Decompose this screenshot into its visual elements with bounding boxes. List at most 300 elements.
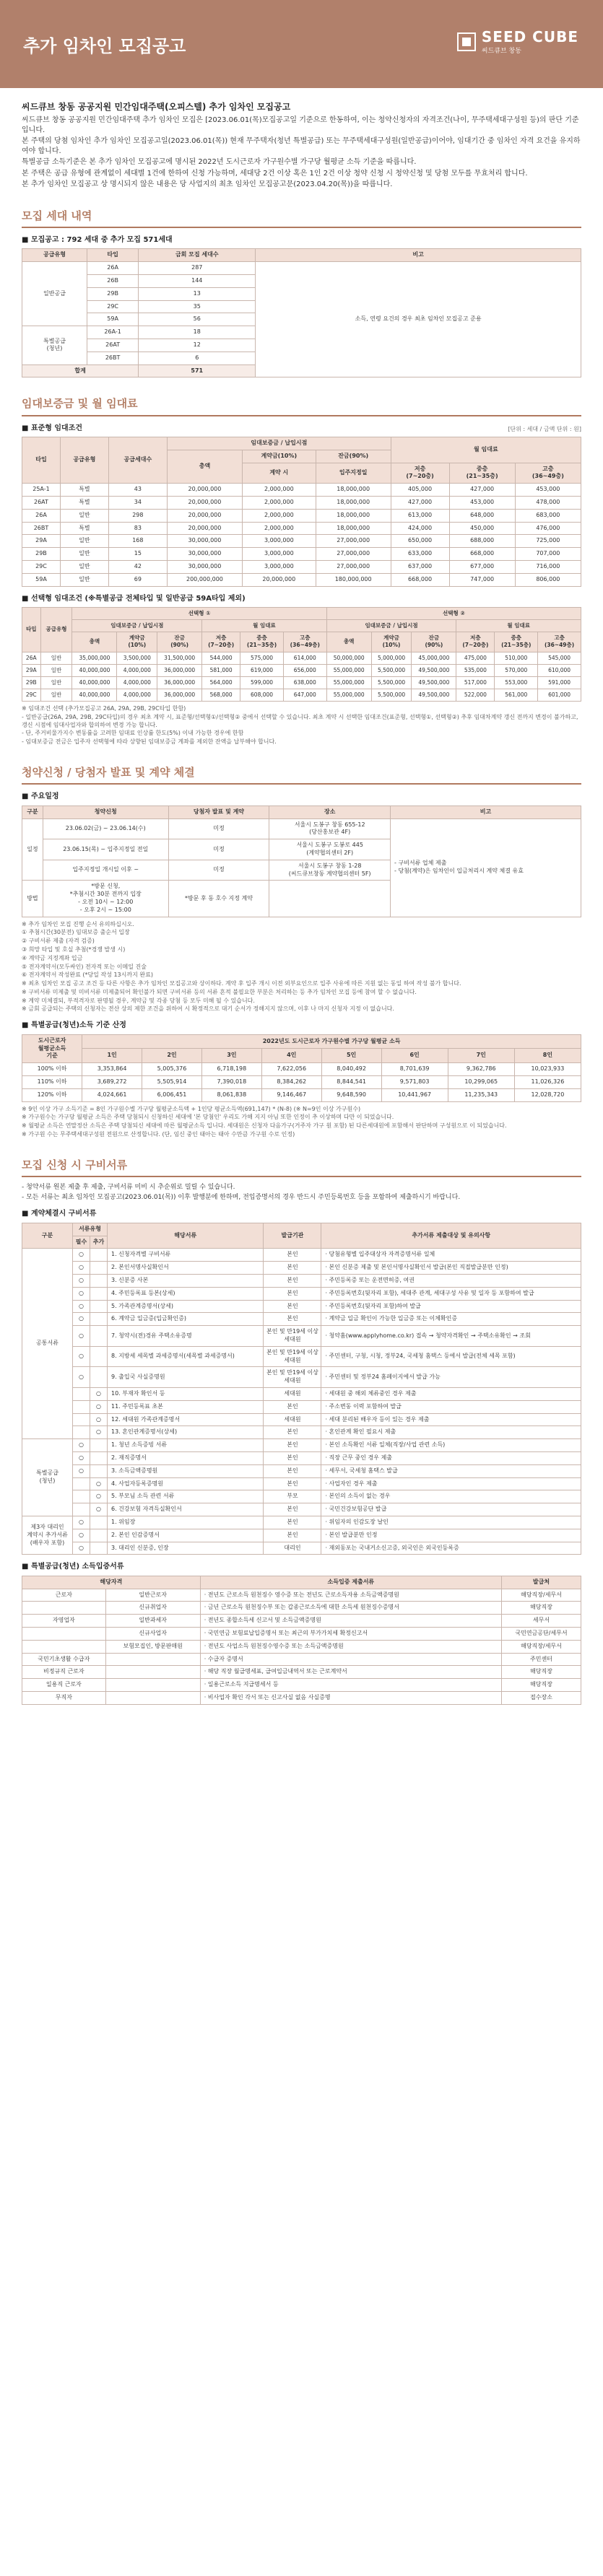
td: 42 bbox=[108, 560, 167, 573]
td: 26BT bbox=[22, 522, 61, 535]
td: 614,000 bbox=[283, 652, 326, 664]
td: 13 bbox=[139, 287, 256, 300]
subhead: ■ 모집공고 : 792 세대 중 추가 모집 571세대 bbox=[22, 235, 581, 245]
td: ○ bbox=[90, 1477, 108, 1490]
income-notes bbox=[22, 1106, 581, 1139]
td: 특별 bbox=[60, 496, 108, 509]
section-recruit bbox=[22, 209, 581, 378]
section-title: 모집 신청 시 구비서류 bbox=[22, 1158, 581, 1177]
td: · 본인 발급분만 인정 bbox=[321, 1529, 581, 1542]
table-row bbox=[22, 1503, 581, 1516]
td: 522,000 bbox=[456, 689, 495, 701]
td: · 사업자인 경우 제출 bbox=[321, 1477, 581, 1490]
note-line: ④ 계약금 지정계좌 입금 bbox=[22, 954, 83, 961]
th: 청약신청 bbox=[43, 805, 168, 818]
th: 계약금 (10%) bbox=[117, 632, 157, 652]
th: 금회 모집 세대수 bbox=[139, 249, 256, 262]
td: · 전년도 종합소득세 신고서 및 소득금액증명원 bbox=[200, 1615, 501, 1628]
table-row bbox=[22, 1313, 581, 1326]
td: 725,000 bbox=[515, 535, 581, 548]
td: 본인 bbox=[264, 1300, 321, 1313]
td: 200,000,000 bbox=[167, 573, 242, 586]
note-line: ① 추첨시간(30분전) 임대보증 출순서 입장 bbox=[22, 929, 130, 936]
td: 본인 bbox=[264, 1274, 321, 1287]
subhead: ■ 표준형 임대조건 bbox=[22, 424, 581, 434]
td: 방법 bbox=[22, 881, 43, 917]
td: 5,005,376 bbox=[142, 1063, 202, 1076]
td: 부모 bbox=[264, 1490, 321, 1503]
td: 49,500,000 bbox=[412, 664, 456, 676]
td: 638,000 bbox=[283, 676, 326, 689]
table-row bbox=[22, 1326, 581, 1347]
td bbox=[73, 1387, 90, 1400]
th: 비고 bbox=[391, 805, 581, 818]
intro-lines bbox=[22, 115, 581, 190]
td bbox=[90, 1464, 108, 1477]
table-row bbox=[22, 1274, 581, 1287]
td: 23.06.15(목) ~ 입주지정일 전일 bbox=[43, 839, 168, 860]
subhead: ■ 특별공급(청년) 소득입증서류 bbox=[22, 1562, 581, 1572]
td: 49,500,000 bbox=[412, 689, 456, 701]
td: 29C bbox=[22, 689, 41, 701]
td: 공통서류 bbox=[22, 1249, 73, 1439]
td: 5. 가족관계증명서(상세) bbox=[108, 1300, 264, 1313]
th: 고층 (36~49층) bbox=[538, 632, 581, 652]
td: · 위임자의 인감도장 날인 bbox=[321, 1516, 581, 1529]
td: 서울시 도봉구 창동 655-12 (당산홍보관 4F) bbox=[269, 818, 391, 839]
td: 450,000 bbox=[449, 522, 515, 535]
td bbox=[90, 1300, 108, 1313]
note-line: ※ 가구원수는 가구당 월평균 소득은 주택 당첨되시 신청하신 세대에 '본 당첨인' 우리도 가해 지지 아님 또한 인정이 추 이상하며 다만 이 되었습니다. bbox=[22, 1114, 394, 1121]
table-row bbox=[22, 1387, 581, 1400]
td: 26A bbox=[22, 509, 61, 522]
td: 15 bbox=[108, 548, 167, 561]
th: 총액 bbox=[326, 632, 371, 652]
td: 일반 bbox=[60, 560, 108, 573]
td: 3,689,272 bbox=[82, 1075, 142, 1088]
td: 일반 bbox=[40, 689, 72, 701]
table-row bbox=[22, 509, 581, 522]
td: 581,000 bbox=[202, 664, 240, 676]
td: 517,000 bbox=[456, 676, 495, 689]
td: 2. 본인 인감증명서 bbox=[108, 1529, 264, 1542]
td: 36,000,000 bbox=[157, 676, 202, 689]
td bbox=[105, 1679, 200, 1692]
td bbox=[73, 1490, 90, 1503]
td: 본인 및 만19세 이상 세대원 bbox=[264, 1367, 321, 1388]
td: 4. 사업자등록증명원 bbox=[108, 1477, 264, 1490]
table-row bbox=[22, 1346, 581, 1367]
th: 타입 bbox=[87, 249, 138, 262]
td: 43 bbox=[108, 484, 167, 497]
table-row bbox=[22, 1615, 581, 1628]
standard-rent-table bbox=[22, 437, 581, 587]
table-row bbox=[22, 1063, 581, 1076]
table-row bbox=[22, 1490, 581, 1503]
td: 세대원 bbox=[264, 1387, 321, 1400]
th: 4인 bbox=[261, 1049, 321, 1063]
section-title: 청약신청 / 당첨자 발표 및 계약 체결 bbox=[22, 765, 581, 785]
subhead: ■ 선택형 임대조건 (※특별공급 전체타입 및 일반공급 59A타입 제외) bbox=[22, 594, 581, 604]
td: 주민센터 bbox=[502, 1653, 581, 1666]
th: 5인 bbox=[321, 1049, 381, 1063]
td bbox=[90, 1439, 108, 1452]
td: 30,000,000 bbox=[167, 535, 242, 548]
note-line: ※ 9인 이상 가구 소득기준 = 8인 가구원수별 가구당 월평균소득액 + 1인당 평균소득액(691,147) * (N-8) (※ N=9인 이상 가구원수) bbox=[22, 1105, 361, 1112]
td: 9. 출입국 사실증명원 bbox=[108, 1367, 264, 1388]
td: 국민연금공단/세무서 bbox=[502, 1627, 581, 1640]
td: 8,040,492 bbox=[321, 1063, 381, 1076]
th: 고층 (36~49층) bbox=[283, 632, 326, 652]
td: · 수급자 증명서 bbox=[200, 1653, 501, 1666]
table-row bbox=[22, 1691, 581, 1704]
td: - 구비서류 업체 제출 - 당첨(계약)은 임차인이 입금처리시 계약 체결 유효 bbox=[391, 818, 581, 917]
income-docs-table bbox=[22, 1576, 581, 1705]
subhead: ■ 특별공급(청년)소득 기준 산정 bbox=[22, 1021, 581, 1031]
td: 2. 본인서명사실확인서 bbox=[108, 1262, 264, 1275]
td: ○ bbox=[73, 1249, 90, 1262]
td: · 국민건강보험공단 발급 bbox=[321, 1503, 581, 1516]
intro-line: 본 주택의 당첨 임차인 추가 임차인 모집공고일(2023.06.01(목)) 현재 무주택자(청년 특별공급) 또는 무주택세대구성원(일반공급)이어야, 임대기간 중 임차인 자격 요건을 유지하여야 합니다. bbox=[22, 137, 581, 155]
td bbox=[90, 1346, 108, 1367]
td: 일용직 근로자 bbox=[22, 1679, 106, 1692]
td: 36,000,000 bbox=[157, 664, 202, 676]
td: 일정 bbox=[22, 818, 43, 881]
td: 59A bbox=[87, 313, 138, 326]
td: 40,000,000 bbox=[72, 689, 117, 701]
td: 5,500,000 bbox=[371, 689, 412, 701]
td: 5,000,000 bbox=[371, 652, 412, 664]
table-row bbox=[22, 1413, 581, 1426]
td: ○ bbox=[73, 1313, 90, 1326]
td: 일반 bbox=[60, 535, 108, 548]
td: 707,000 bbox=[515, 548, 581, 561]
th: 소득입증 제출서류 bbox=[200, 1576, 501, 1589]
td: 2. 재직증명서 bbox=[108, 1451, 264, 1464]
table-row bbox=[22, 676, 581, 689]
th: 필수 bbox=[73, 1236, 90, 1249]
td bbox=[73, 1477, 90, 1490]
td: 일반 bbox=[60, 573, 108, 586]
td: · 주민센터 및 정부24 홈페이지에서 발급 가능 bbox=[321, 1367, 581, 1388]
intro-line: 본 추가 임차인 모집공고 상 명시되지 않은 내용은 당 사업지의 최초 임차인 모집공고문(2023.04.20(목))을 따릅니다. bbox=[22, 180, 393, 189]
td: 근로자 bbox=[22, 1589, 106, 1602]
td: 본인 bbox=[264, 1439, 321, 1452]
td: 서울시 도봉구 창동 1-28 (씨드큐브창동 계약협의센터 5F) bbox=[269, 860, 391, 881]
td: 35,000,000 bbox=[72, 652, 117, 664]
td: 453,000 bbox=[449, 496, 515, 509]
table-row bbox=[22, 1262, 581, 1275]
th: 잔금 (90%) bbox=[412, 632, 456, 652]
td: 4,000,000 bbox=[117, 664, 157, 676]
th: 타입 bbox=[22, 608, 41, 652]
table-row bbox=[22, 496, 581, 509]
td: 10,441,967 bbox=[381, 1088, 448, 1101]
note-line: ※ 금회 공급되는 주택의 신청자는 전산 상의 제한 조건을 위하여 시 확정적으로 대기 순서가 정해지지 않으며, 이후 나 마지 신청자 지정 이 없습니다. bbox=[22, 1005, 394, 1013]
td: 4. 주민등록표 등본(상세) bbox=[108, 1287, 264, 1300]
td: 55,000,000 bbox=[326, 689, 371, 701]
td: 7. 청약시(전)경유 주택소유증명 bbox=[108, 1326, 264, 1347]
td: ○ bbox=[73, 1262, 90, 1275]
td: 553,000 bbox=[495, 676, 538, 689]
section-title: 모집 세대 내역 bbox=[22, 209, 581, 228]
td: 69 bbox=[108, 573, 167, 586]
td: 18,000,000 bbox=[316, 522, 391, 535]
table-row bbox=[22, 548, 581, 561]
td: ○ bbox=[73, 1464, 90, 1477]
td: ○ bbox=[73, 1274, 90, 1287]
th: 공급세대수 bbox=[108, 437, 167, 483]
td: 일반 bbox=[60, 509, 108, 522]
td: 본인 bbox=[264, 1477, 321, 1490]
table-row bbox=[22, 1367, 581, 1388]
th: 선택형 ② bbox=[326, 608, 581, 620]
td: 세무서 bbox=[502, 1615, 581, 1628]
schedule-notes bbox=[22, 921, 581, 1014]
td: 26AT bbox=[87, 339, 138, 352]
section-documents bbox=[22, 1158, 581, 1705]
th: 3인 bbox=[201, 1049, 261, 1063]
td: ○ bbox=[73, 1542, 90, 1555]
td: 23.06.02(금) ~ 23.06.14(수) bbox=[43, 818, 168, 839]
th: 구분 bbox=[22, 1223, 73, 1249]
td: ○ bbox=[73, 1326, 90, 1347]
td: 본인 bbox=[264, 1516, 321, 1529]
th: 타입 bbox=[22, 437, 61, 483]
th: 임대보증금 / 납입시점 bbox=[167, 437, 391, 450]
td bbox=[105, 1653, 200, 1666]
td: 12. 세대원 가족관계증명서 bbox=[108, 1413, 264, 1426]
td: 3,000,000 bbox=[242, 548, 316, 561]
td bbox=[73, 1426, 90, 1439]
td: 특별 bbox=[60, 522, 108, 535]
td: 610,000 bbox=[538, 664, 581, 676]
td: 29B bbox=[87, 287, 138, 300]
bullet-line: - 모든 서류는 최초 임차인 모집공고(2023.06.01(목)) 이후 발행분에 한하며, 전입증명서의 경우 반드시 주민등록번호 등을 포함하여 제출하시기 바랍니다. bbox=[22, 1194, 461, 1202]
note-line: ※ 임대조건 선택 (추가모집공고 26A, 29A, 29B, 29C타입 한함) bbox=[22, 705, 186, 712]
td: 6 bbox=[139, 352, 256, 364]
td: 688,000 bbox=[449, 535, 515, 548]
td: 677,000 bbox=[449, 560, 515, 573]
td: 30,000,000 bbox=[167, 548, 242, 561]
intro-title: 씨드큐브 창동 공공지원 민간임대주택(오피스텔) 추가 임차인 모집공고 bbox=[22, 102, 291, 112]
td bbox=[90, 1326, 108, 1347]
td: 5. 부모님 소득 관련 서류 bbox=[108, 1490, 264, 1503]
td: 453,000 bbox=[515, 484, 581, 497]
td: 9,146,467 bbox=[261, 1088, 321, 1101]
td: · 전년도 사업소득 원천징수영수증 또는 소득금액증명원 bbox=[200, 1640, 501, 1653]
th: 저층 (7~20층) bbox=[456, 632, 495, 652]
note-line: ※ 월평균 소득은 연말정산 소득은 주택 당첨되신 세대에 따른 월평균소득 입니다. 세대원은 신청자 다음가구(거주자 가구 원 포함) 된 다른세대원에 포함해서 판단하며 구성원으로 이 되었습니다. bbox=[22, 1122, 507, 1130]
td: 56 bbox=[139, 313, 256, 326]
section-schedule bbox=[22, 765, 581, 1139]
intro bbox=[22, 101, 581, 190]
td: 476,000 bbox=[515, 522, 581, 535]
th: 해당서류 bbox=[108, 1223, 264, 1249]
note-line: ※ 추가 임차인 모집 진행 순서 유의하십시오. bbox=[22, 920, 134, 927]
td: 34 bbox=[108, 496, 167, 509]
td bbox=[105, 1666, 200, 1679]
th: 발급처 bbox=[502, 1576, 581, 1589]
subhead: ■ 주요일정 bbox=[22, 792, 581, 802]
section-rent bbox=[22, 396, 581, 746]
table-row bbox=[22, 1516, 581, 1529]
table-row bbox=[22, 1451, 581, 1464]
td: 10,023,933 bbox=[514, 1063, 581, 1076]
option-rent-table bbox=[22, 607, 581, 702]
td: 599,000 bbox=[240, 676, 284, 689]
td bbox=[90, 1274, 108, 1287]
td: 26A-1 bbox=[87, 326, 138, 339]
th: 총액 bbox=[72, 632, 117, 652]
td bbox=[90, 1451, 108, 1464]
td: 683,000 bbox=[515, 509, 581, 522]
cube-logo-icon bbox=[457, 32, 476, 51]
td: 본인 bbox=[264, 1287, 321, 1300]
td: 2,000,000 bbox=[242, 484, 316, 497]
td: 110% 이하 bbox=[22, 1075, 82, 1088]
td: 49,500,000 bbox=[412, 676, 456, 689]
td: 보험모집인, 방문판매원 bbox=[105, 1640, 200, 1653]
td: 29C bbox=[87, 300, 138, 313]
td: 5,505,914 bbox=[142, 1075, 202, 1088]
td: 478,000 bbox=[515, 496, 581, 509]
table-row bbox=[22, 262, 581, 275]
note-line: - 일반공급(26A, 29A, 29B, 29C타입)의 경우 최초 계약 시, 표준형/선택형①/선택형② 중에서 선택할 수 있습니다. 최초 계약 시 선택한 임대조건(표준형, 선택형①, 선택형②) 추후 임대차계약 갱신 전까지 변경이 불가하고, 갱신 시점에 임대사업자와 합의하여 변경 가능 합니다. bbox=[22, 713, 578, 728]
td: · 재외동포는 국내거소신고증, 외국인은 외국인등록증 bbox=[321, 1542, 581, 1555]
td: 26BT bbox=[87, 352, 138, 364]
td: 9,648,590 bbox=[321, 1088, 381, 1101]
th: 중층 (21~35층) bbox=[240, 632, 284, 652]
td: 656,000 bbox=[283, 664, 326, 676]
td: 13. 혼인관계증명서(상세) bbox=[108, 1426, 264, 1439]
note-line: ※ 구비서류 미제출 및 미비서류 미제출되어 확인불가 되면 구비서류 등의 서류 흔적 불필요한 부분은 처리하는 등 추가 임차인 모집 등에 참여 할 수 없습니다. bbox=[22, 988, 417, 995]
td: 26A bbox=[22, 652, 41, 664]
table-row bbox=[22, 652, 581, 664]
td: 568,000 bbox=[202, 689, 240, 701]
td: 83 bbox=[108, 522, 167, 535]
td: 18 bbox=[139, 326, 256, 339]
td: 27,000,000 bbox=[316, 535, 391, 548]
th: 고층 (36~49층) bbox=[515, 463, 581, 484]
td: 일반공급 bbox=[22, 262, 87, 326]
td: 9,362,786 bbox=[448, 1063, 514, 1076]
table-row bbox=[22, 484, 581, 497]
td: · 혼인관계 확인 필요시 제출 bbox=[321, 1426, 581, 1439]
td bbox=[73, 1503, 90, 1516]
subhead: ■ 계약체결시 구비서류 bbox=[22, 1209, 581, 1219]
td: 본인 및 만19세 이상 세대원 bbox=[264, 1326, 321, 1347]
td: 59A bbox=[22, 573, 61, 586]
td: 서울시 도봉구 도봉로 445 (계약협의센터 2F) bbox=[269, 839, 391, 860]
note-line: ⑥ 전자계약서 작성완료 (*당일 작성 13시까지 완료) bbox=[22, 972, 153, 979]
td: 619,000 bbox=[240, 664, 284, 676]
td: 545,000 bbox=[538, 652, 581, 664]
th: 계약 시 bbox=[242, 463, 316, 484]
td: 424,000 bbox=[391, 522, 449, 535]
td: 12,028,720 bbox=[514, 1088, 581, 1101]
td: 6,006,451 bbox=[142, 1088, 202, 1101]
td: · 본인 소득확인 서류 일체(직장/사업 관련 소득) bbox=[321, 1439, 581, 1452]
th: 선택형 ① bbox=[72, 608, 326, 620]
note-line: ② 구비서류 제출 (자격 검증) bbox=[22, 938, 95, 945]
td: · 해당 직장 월급명세표, 급여입금내역서 또는 근로계약서 bbox=[200, 1666, 501, 1679]
td bbox=[90, 1313, 108, 1326]
td: 287 bbox=[139, 262, 256, 275]
td bbox=[105, 1691, 200, 1704]
td: · 전년도 근로소득 원천징수 영수증 또는 전년도 근로소득자용 소득금액증명원 bbox=[200, 1589, 501, 1602]
td: 29B bbox=[22, 676, 41, 689]
td: 미정 bbox=[168, 839, 269, 860]
td: 8,701,639 bbox=[381, 1063, 448, 1076]
td: 608,000 bbox=[240, 689, 284, 701]
td: 7,622,056 bbox=[261, 1063, 321, 1076]
td: 4,000,000 bbox=[117, 689, 157, 701]
intro-line: 씨드큐브 창동 공공지원 민간임대주택 추가 임차인 모집은 [2023.06.01(목)모집공고일 기준으로 한동하여, 이는 청약신청자의 자격조건(나이, 무주택세대구성원 등)의 판단 기준입니다. bbox=[22, 116, 579, 134]
td: ○ bbox=[73, 1287, 90, 1300]
td: 본인 bbox=[264, 1400, 321, 1413]
td: 180,000,000 bbox=[316, 573, 391, 586]
td: 일반 bbox=[40, 664, 72, 676]
td: 18,000,000 bbox=[316, 496, 391, 509]
td: 20,000,000 bbox=[167, 509, 242, 522]
td: 544,000 bbox=[202, 652, 240, 664]
td: 35 bbox=[139, 300, 256, 313]
td: · 비사업자 확인 각서 또는 신고사실 없음 사실증명 bbox=[200, 1691, 501, 1704]
td bbox=[90, 1529, 108, 1542]
td: 20,000,000 bbox=[242, 573, 316, 586]
td: 국민기초생활 수급자 bbox=[22, 1653, 106, 1666]
note-line: - 단, 주거비물가지수 변동률을 고려한 임대료 인상률 한도(5%) 이내 가능한 경우에 한함 bbox=[22, 730, 244, 737]
td: 427,000 bbox=[391, 496, 449, 509]
td: 510,000 bbox=[495, 652, 538, 664]
td: 2,000,000 bbox=[242, 496, 316, 509]
td bbox=[90, 1542, 108, 1555]
td: 591,000 bbox=[538, 676, 581, 689]
th: 8인 bbox=[514, 1049, 581, 1063]
logo-sub-text: 씨드큐브 창동 bbox=[481, 48, 521, 55]
table-row bbox=[22, 1602, 581, 1615]
td: · 주민등록번호(뒷자리 포함), 세대주 관계, 세대구성 사유 및 일자 등 포함하여 발급 bbox=[321, 1287, 581, 1300]
td: 571 bbox=[139, 364, 256, 377]
th: 발급기관 bbox=[264, 1223, 321, 1249]
td: 613,000 bbox=[391, 509, 449, 522]
logo-main-text: SEED CUBE bbox=[481, 28, 578, 45]
td: · 본인의 소득이 없는 경우 bbox=[321, 1490, 581, 1503]
th: 공급유형 bbox=[40, 608, 72, 652]
td: 본인 bbox=[264, 1262, 321, 1275]
note-line: ※ 가구원 수는 무주택세대구성원 전원으로 산정합니다. (단, 임신 중인 태아는 태아 수만큼 가구원 수로 인정) bbox=[22, 1130, 295, 1138]
td: ○ bbox=[90, 1387, 108, 1400]
td: 3,353,864 bbox=[82, 1063, 142, 1076]
intro-line: 특별공급 소득기준은 본 추가 임차인 모집공고에 명시된 2022년 도시근로자 가구원수별 가구당 월평균 소득 기준을 따릅니다. bbox=[22, 158, 417, 167]
td: 647,000 bbox=[283, 689, 326, 701]
td bbox=[73, 1413, 90, 1426]
td: 1. 청년 소득증빙 서류 bbox=[108, 1439, 264, 1452]
td: 5,500,000 bbox=[371, 676, 412, 689]
td: *방문 신청, *추첨시간 30분 전까지 입장 - 오전 10시 ~ 12:00 - 오후 2시 ~ 15:00 bbox=[43, 881, 168, 917]
td: 144 bbox=[139, 275, 256, 288]
td: 미정 bbox=[168, 860, 269, 881]
td: 535,000 bbox=[456, 664, 495, 676]
table-row bbox=[22, 1464, 581, 1477]
td: 3. 신분증 사본 bbox=[108, 1274, 264, 1287]
td: 27,000,000 bbox=[316, 560, 391, 573]
td: 20,000,000 bbox=[167, 496, 242, 509]
recruit-table bbox=[22, 248, 581, 377]
td: 본인 bbox=[264, 1503, 321, 1516]
td: 36,000,000 bbox=[157, 689, 202, 701]
